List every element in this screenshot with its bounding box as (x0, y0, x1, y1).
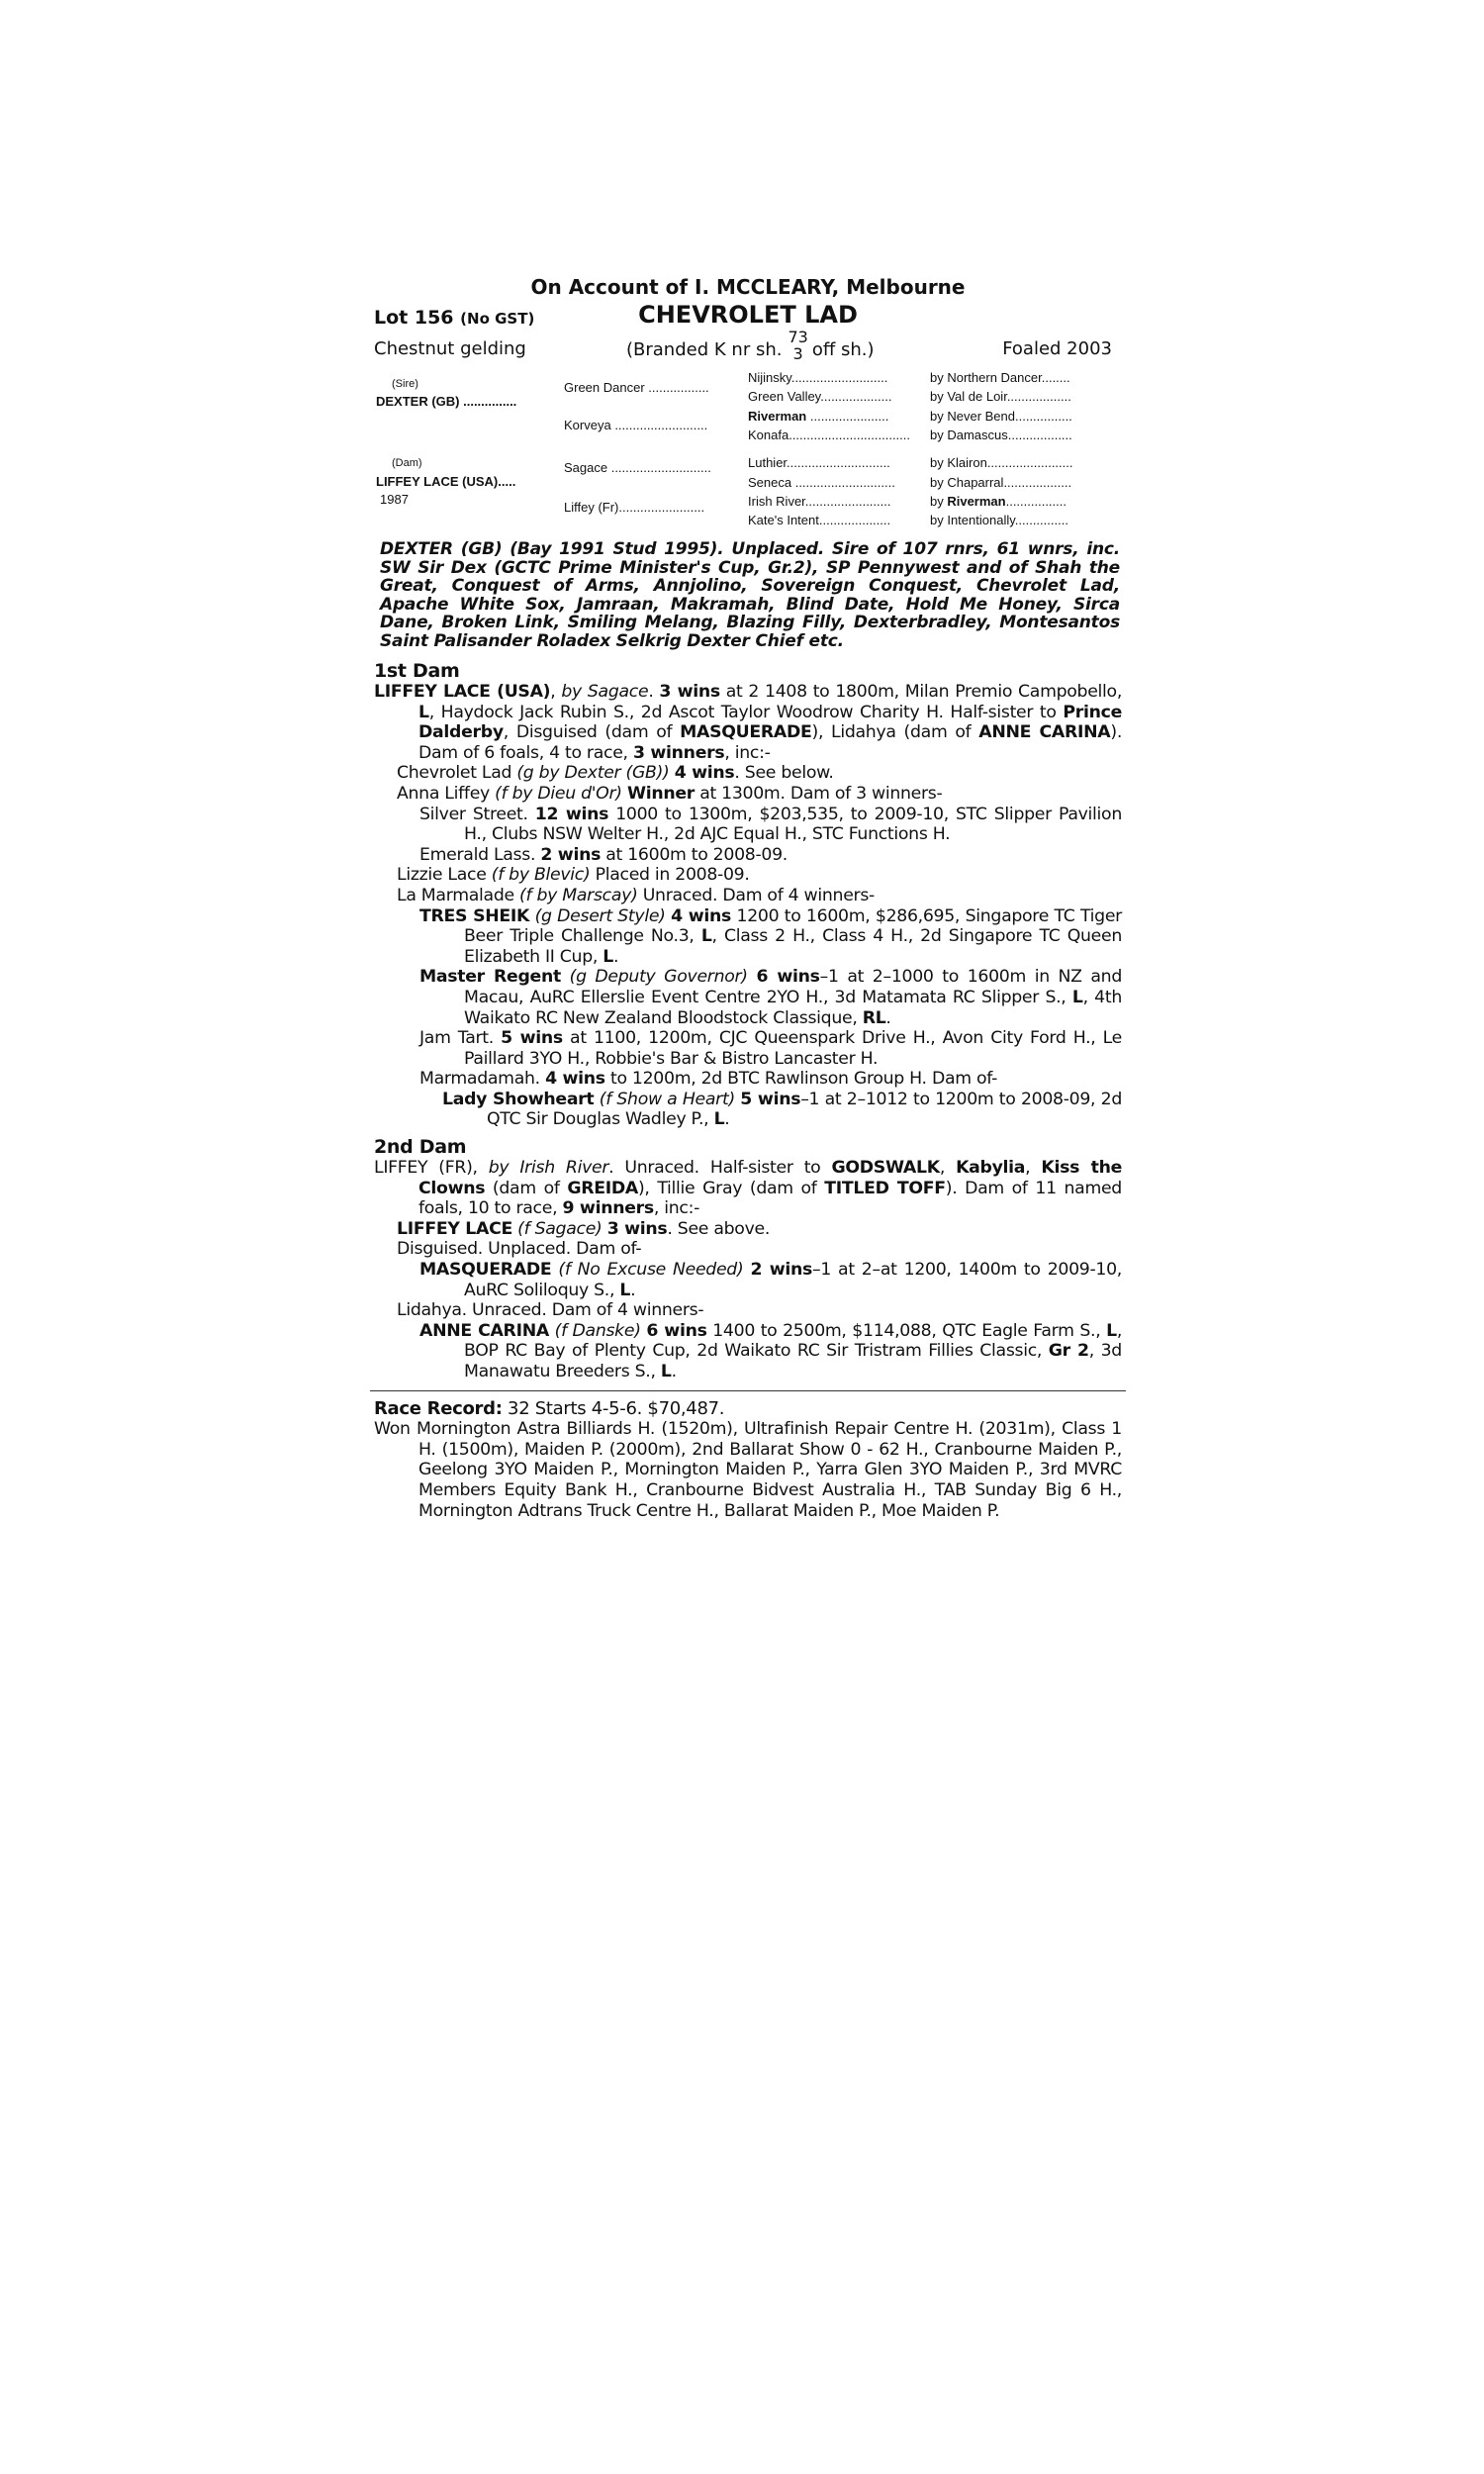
text-run: . (724, 1109, 730, 1130)
brand-prefix: (Branded (626, 339, 709, 360)
text-run: TITLED TOFF (824, 1178, 946, 1198)
text-run (561, 967, 570, 987)
dam-name-text: LIFFEY LACE (USA) (376, 474, 499, 489)
text-run: . (648, 682, 660, 702)
text-run: (f Danske) (554, 1320, 641, 1341)
foaled-year: Foaled 2003 (1002, 338, 1112, 359)
g3-name: Kate's Intent (748, 513, 819, 527)
text-run: , inc:- (653, 1198, 700, 1219)
first-dam-section (374, 660, 1122, 1130)
text-run: (dam of (485, 1178, 568, 1198)
pedigree-g4-7: by Intentionally............... (930, 513, 1068, 527)
text-run: L (603, 946, 613, 967)
text-run: Marmadamah. (419, 1069, 546, 1090)
progeny-entry (374, 1090, 1122, 1130)
g2-name: Green Dancer (564, 380, 645, 395)
text-run: Prince Dalderby (418, 702, 1122, 743)
text-run: (f by Dieu d'Or) (495, 783, 622, 804)
progeny-entry (374, 1321, 1122, 1382)
g3-name: Riverman (748, 409, 807, 424)
text-run: 6 wins (756, 967, 820, 988)
text-run: , BOP RC Bay of Plenty Cup, 2d Waikato RC Sir Tristram Fillies Classic, (464, 1320, 1123, 1362)
text-run: 1200 to 1600m, $286,695, Singapore TC Tiger Beer Triple Challenge No.3, (464, 905, 1122, 947)
g2-name: Sagace (564, 460, 608, 475)
text-run: 4 wins (671, 905, 732, 926)
text-run: ). Dam of 6 foals, 4 to race, (418, 722, 1123, 763)
race-record-summary (374, 1399, 1122, 1420)
pedigree-g2-3: Liffey (Fr)........................ (564, 500, 705, 515)
g4-name: by Northern Dancer (930, 370, 1042, 385)
text-run: , (1025, 1158, 1042, 1179)
progeny-entry (374, 784, 1122, 805)
first-dam-heading: 1st Dam (374, 660, 460, 682)
text-run: TRES SHEIK (419, 905, 530, 926)
text-run: –1 at 2–1000 to 1600m in NZ and Macau, AuRC Ellerslie Event Centre 2YO H., 3d Matamata RC Slipper S., (464, 967, 1123, 1007)
sire-name-text: DEXTER (GB) (376, 394, 460, 409)
pedigree-g4-1: by Val de Loir.................. (930, 389, 1071, 404)
section-divider (370, 1390, 1126, 1391)
text-run: Kabylia (956, 1158, 1026, 1179)
pedigree-g3-2 (748, 409, 888, 424)
pedigree-g3-5: Seneca ............................ (748, 475, 895, 490)
text-run: 3 wins (606, 1218, 668, 1239)
text-run: at 1100, 1200m, CJC Queenspark Drive H., Avon City Ford H., Le Paillard 3YO H., Robbie's Bar & Bistro Lancaster H. (464, 1028, 1123, 1069)
g4-name: by Damascus (930, 428, 1008, 442)
pedigree-g3-6: Irish River........................ (748, 494, 891, 509)
text-run: , Class 2 H., Class 4 H., 2d Singapore TC Queen Elizabeth II Cup, (464, 926, 1122, 967)
text-run: L (660, 1362, 672, 1381)
text-run: GREIDA (567, 1178, 638, 1198)
vendor-line: On Account of I. MCCLEARY, Melbourne (530, 275, 966, 299)
text-run: at 1600m to 2008-09. (601, 844, 788, 865)
text-run: ANNE CARINA (419, 1320, 549, 1341)
pedigree-table (374, 370, 1122, 530)
dam-name (376, 474, 515, 489)
text-run: ANNE CARINA (978, 722, 1111, 743)
text-run: . (885, 1007, 891, 1028)
text-run: L (1071, 987, 1083, 1007)
pedigree-g2-1: Korveya .......................... (564, 418, 708, 432)
text-run: Chevrolet Lad (397, 763, 517, 784)
text-run: Placed in 2008-09. (590, 865, 750, 886)
text-run: 3 winners (632, 742, 725, 763)
text-run: 2 wins (540, 844, 602, 865)
text-run: (g Desert Style) (534, 905, 666, 926)
brand-suffix: off sh.) (811, 339, 875, 360)
text-run: 4 wins (674, 763, 735, 784)
sire-summary: DEXTER (GB) (Bay 1991 Stud 1995). Unplaced. Sire of 107 rnrs, 61 wnrs, inc. SW Sir Dex (GCTC Prime Minister's Cup, Gr.2), SP Pennywest and of Shah the Great, Conquest of Arms, Annjolino, Sovereign Conquest, Chevrolet Lad, Apache White Sox, Jamraan, Makramah, Blind Date, Hold Me Honey, Sirca Dane, Broken Link, Smiling Melang, Blazing Filly, Dexterbradley, Montesantos Saint Palisander Roladex Selkrig Dexter Chief etc. (380, 539, 1120, 651)
text-run: –1 at 2–at 1200, 1400m to 2009-10, AuRC Soliloquy S., (464, 1260, 1122, 1300)
text-run: by Irish River (488, 1158, 609, 1179)
text-run: , Haydock Jack Rubin S., 2d Ascot Taylor Woodrow Charity H. Half-sister to (428, 702, 1064, 722)
sire-dots: ............... (459, 394, 517, 409)
second-dam-intro (374, 1158, 1122, 1219)
brand-mid: nr sh. (731, 339, 783, 360)
text-run: . See below. (734, 763, 834, 784)
progeny-entry (374, 1219, 1122, 1240)
text-run: –1 at 2–1012 to 1200m to 2008-09, 2d QTC Sir Douglas Wadley P., (487, 1089, 1122, 1130)
text-run: Winner (626, 783, 695, 804)
text-run: 9 winners (562, 1198, 654, 1219)
pedigree-g4-6: by Riverman................. (930, 494, 1067, 509)
text-run: LIFFEY (FR), (374, 1158, 489, 1179)
text-run: Kiss the Clowns (418, 1158, 1123, 1198)
catalogue-page (374, 273, 1122, 1521)
second-dam-section (374, 1136, 1122, 1382)
text-run: L (619, 1280, 631, 1300)
horse-name: CHEVROLET LAD (638, 301, 858, 329)
text-run: (g by Dexter (GB)) (516, 763, 670, 784)
text-run: 5 wins (501, 1028, 563, 1049)
text-run: LIFFEY LACE (397, 1218, 512, 1239)
pedigree-g4-5: by Chaparral................... (930, 475, 1072, 490)
progeny-entry (374, 763, 1122, 784)
pedigree-g2-0: Green Dancer ................. (564, 380, 709, 395)
text-run: ), Lidahya (dam of (811, 722, 979, 743)
g3-name: Konafa (748, 428, 789, 442)
text-run: 1000 to 1300m, $203,535, to 2009-10, STC Slipper Pavilion H., Clubs NSW Welter H., 2d AJC Equal H., STC Functions H. (464, 804, 1122, 845)
text-run: L (1106, 1320, 1117, 1341)
sex-colour: Chestnut gelding (374, 338, 526, 359)
text-run: , (550, 682, 562, 702)
race-record-section (374, 1399, 1122, 1522)
brand-number (788, 329, 807, 362)
text-run: 5 wins (740, 1089, 801, 1109)
text-run: . (671, 1362, 677, 1381)
text-run: RL (862, 1007, 886, 1028)
description-line (374, 328, 1122, 370)
text-run: , (939, 1158, 957, 1179)
text-run: Jam Tart. (419, 1028, 502, 1049)
g4-name: by Never Bend (930, 409, 1015, 424)
race-record-details: Won Mornington Astra Billiards H. (1520m), Ultrafinish Repair Centre H. (2031m), Class 1 H. (1500m), Maiden P. (2000m), 2nd Ballarat Show 0 - 62 H., Cranbourne Maiden P., Geelong 3YO Maiden P., Mornington Maiden P., Yarra Glen 3YO Maiden P., 3rd MVRC Members Equity Bank H., Cranbourne Bidvest Australia H., TAB Sunday Big 6 H., Mornington Adtrans Truck Centre H., Ballarat Maiden P., Moe Maiden P. (374, 1419, 1122, 1521)
second-dam-heading: 2nd Dam (374, 1136, 467, 1159)
sire-name (376, 394, 516, 409)
brand-info (626, 328, 875, 363)
pedigree-g3-0: Nijinsky........................... (748, 370, 888, 385)
g4-riverman: Riverman (947, 494, 1006, 509)
lot-label: Lot 156 (374, 307, 454, 329)
g3-name: Irish River (748, 494, 805, 509)
text-run: Lidahya. Unraced. Dam of 4 winners- (397, 1300, 704, 1321)
text-run: to 1200m, 2d BTC Rawlinson Group H. Dam of- (604, 1069, 998, 1090)
dam-label: (Dam) (392, 457, 422, 469)
text-run: 2 wins (750, 1260, 812, 1281)
pedigree-g4-4: by Klairon........................ (930, 455, 1073, 470)
progeny-entry (374, 886, 1122, 906)
pedigree-g4-0: by Northern Dancer........ (930, 370, 1070, 385)
text-run: Master Regent (419, 967, 561, 988)
first-dam-intro (374, 682, 1122, 763)
text-run: at 1300m. Dam of 3 winners- (695, 783, 943, 804)
g4-name: by Intentionally (930, 513, 1015, 527)
text-run: (f Sagace) (517, 1218, 603, 1239)
progeny-entry (374, 1069, 1122, 1090)
text-run: Disguised. Unplaced. Dam of- (397, 1239, 642, 1260)
text-run: MASQUERADE (419, 1260, 552, 1281)
text-run: La Marmalade (397, 885, 520, 905)
g3-name: Nijinsky (748, 370, 791, 385)
text-run: 4 wins (545, 1069, 605, 1090)
text-run: , Disguised (dam of (503, 722, 681, 743)
progeny-entry (374, 1300, 1122, 1321)
progeny-entry (374, 1260, 1122, 1300)
pedigree-g2-2: Sagace ............................ (564, 460, 711, 475)
text-run: . (630, 1280, 636, 1300)
text-run: Silver Street. (419, 804, 535, 824)
text-run: Lizzie Lace (397, 865, 492, 886)
dam-year: 1987 (380, 492, 409, 507)
progeny-entry (374, 1239, 1122, 1260)
text-run: (f Show a Heart) (599, 1089, 735, 1109)
gst-note: (No GST) (460, 310, 535, 328)
text-run: Anna Liffey (397, 783, 496, 804)
text-run: at 2 1408 to 1800m, Milan Premio Campobello, (719, 682, 1123, 702)
pedigree-g3-7: Kate's Intent.................... (748, 513, 891, 527)
text-run: (g Deputy Governor) (569, 967, 748, 988)
text-run: L (700, 926, 712, 947)
g3-dots: ...................... (809, 409, 889, 424)
text-run: L (418, 702, 429, 722)
pedigree-g3-4: Luthier............................. (748, 455, 890, 470)
text-run: . (613, 946, 619, 967)
brand-bottom: 3 (792, 344, 803, 363)
g2-name: Liffey (Fr) (564, 500, 619, 515)
sire-label: (Sire) (392, 378, 418, 390)
text-run: ), Tillie Gray (dam of (637, 1178, 825, 1198)
text-run: ). Dam of 11 named foals, 10 to race, (418, 1178, 1122, 1219)
progeny-entry (374, 805, 1122, 845)
text-run: 6 wins (646, 1320, 707, 1341)
lot-line (374, 301, 1122, 331)
text-run: Emerald Lass. (419, 844, 541, 865)
progeny-entry (374, 1028, 1122, 1069)
g3-name: Luthier (748, 455, 788, 470)
text-run: LIFFEY LACE (USA) (374, 682, 551, 702)
pedigree-g4-2: by Never Bend................ (930, 409, 1072, 424)
text-run: 3 wins (659, 682, 720, 702)
g2-name: Korveya (564, 418, 611, 432)
text-run: Unraced. Dam of 4 winners- (637, 885, 875, 905)
race-record-label: Race Record: (374, 1397, 503, 1419)
g3-name: Green Valley (748, 389, 821, 404)
text-run: (f No Excuse Needed) (558, 1260, 744, 1281)
text-run: 12 wins (534, 804, 609, 824)
race-record-figures: 32 Starts 4-5-6. $70,487. (502, 1397, 725, 1419)
text-run: , inc:- (724, 742, 771, 763)
brand-top: 73 (788, 328, 808, 346)
progeny-entry (374, 967, 1122, 1028)
g4-name: by Val de Loir (930, 389, 1007, 404)
text-run: by Sagace (561, 682, 649, 702)
second-dam-entries (374, 1219, 1122, 1382)
text-run: Gr 2 (1048, 1341, 1089, 1362)
g3-name: Seneca (748, 475, 792, 490)
dam-dots: ..... (498, 474, 516, 489)
g4-name: by Chaparral (930, 475, 1004, 490)
progeny-entry (374, 865, 1122, 886)
text-run: . See above. (667, 1218, 771, 1239)
text-run: MASQUERADE (680, 722, 812, 743)
pedigree-g3-1: Green Valley.................... (748, 389, 892, 404)
first-dam-entries (374, 763, 1122, 1130)
text-run: (f by Marscay) (519, 885, 638, 905)
progeny-entry (374, 845, 1122, 866)
pedigree-g3-3: Konafa.................................. (748, 428, 911, 442)
text-run: , 4th Waikato RC New Zealand Bloodstock Classique, (464, 987, 1122, 1028)
text-run: GODSWALK (831, 1158, 940, 1179)
text-run: Lady Showheart (442, 1089, 595, 1109)
pedigree-g4-3: by Damascus.................. (930, 428, 1072, 442)
text-run: , 3d Manawatu Breeders S., (464, 1341, 1122, 1381)
progeny-entry (374, 906, 1122, 968)
g4-name: by Klairon (930, 455, 987, 470)
text-run: L (713, 1109, 725, 1130)
text-run: 1400 to 2500m, $114,088, QTC Eagle Farm S., (706, 1320, 1107, 1341)
brand-mark: K (713, 339, 726, 360)
text-run: . Unraced. Half-sister to (608, 1158, 832, 1179)
text-run: (f by Blevic) (491, 865, 591, 886)
